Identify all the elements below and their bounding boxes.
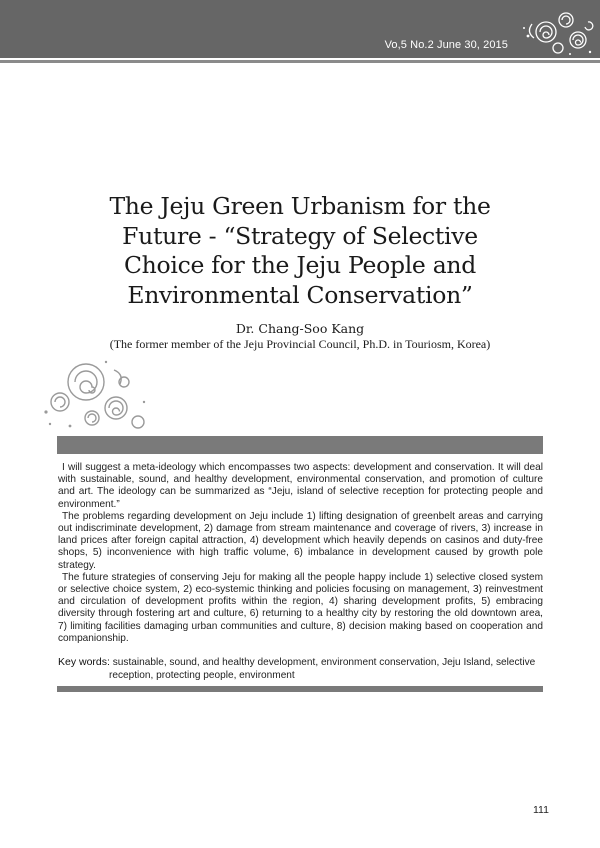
- author-name: Dr. Chang-Soo Kang: [235, 321, 365, 336]
- abstract: [58, 462, 543, 645]
- keywords-label: Key words:: [58, 656, 110, 668]
- abstract-paragraph: I will suggest a meta-ideology which encompasses two aspects: development and conservation. It will deal with sustainable, sound, and healthy development, environmental conservation, and promotion of culture and art. The ideology can be summarized as “Jeju, island of selective reception for protecting people and environment.”: [58, 462, 543, 510]
- abstract-header-bar: [57, 436, 543, 454]
- swirl-ornament-icon: [518, 6, 596, 60]
- header-band: [0, 0, 600, 58]
- keywords: [58, 656, 543, 682]
- author-affiliation: (The former member of the Jeju Provincial Council, Ph.D. in Touriosm, Korea): [109, 337, 491, 351]
- title-line: The Jeju Green Urbanism for the: [109, 192, 491, 220]
- abstract-paragraph: The future strategies of conserving Jeju for making all the people happy include 1) selective closed system or selective choice system, 2) eco-systemic thinking and policies focusing on management, 3) reinvestment and circulation of development profits within the region, 4) sharing development profits, 5) embracing diversity through fostering art and culture, 6) returning to a healthy city by restoring the old downtown area, 7) limiting facilities damaging urban communities and culture, 8) decision making based on cooperation and companionship.: [58, 571, 543, 644]
- title-line: Future - “Strategy of Selective: [122, 221, 478, 250]
- issue-info: Vo,5 No.2 June 30, 2015: [384, 39, 508, 51]
- title-line: Choice for the Jeju People and: [124, 251, 476, 279]
- swirl-ornament-icon: [40, 352, 150, 434]
- title-line: Environmental Conservation”: [127, 280, 473, 309]
- article-title: [60, 192, 540, 310]
- keywords-text: sustainable, sound, and healthy development, environment conservation, Jeju Island, selective reception, protecting people, environment: [109, 657, 536, 681]
- abstract-footer-bar: [57, 686, 543, 692]
- page-number: 111: [533, 804, 549, 816]
- abstract-paragraph: The problems regarding development on Jeju include 1) lifting designation of greenbelt areas and carrying out indiscriminate development, 2) damage from stream maintenance and coverage of rivers, 3) increase in land prices after foreign capital attraction, 4) development which heavily depends on casinos and duty-free shops, 5) inconvenience with high traffic volume, 6) imbalance in development caused by growth pole strategy.: [58, 510, 543, 571]
- header-rule: [0, 60, 600, 63]
